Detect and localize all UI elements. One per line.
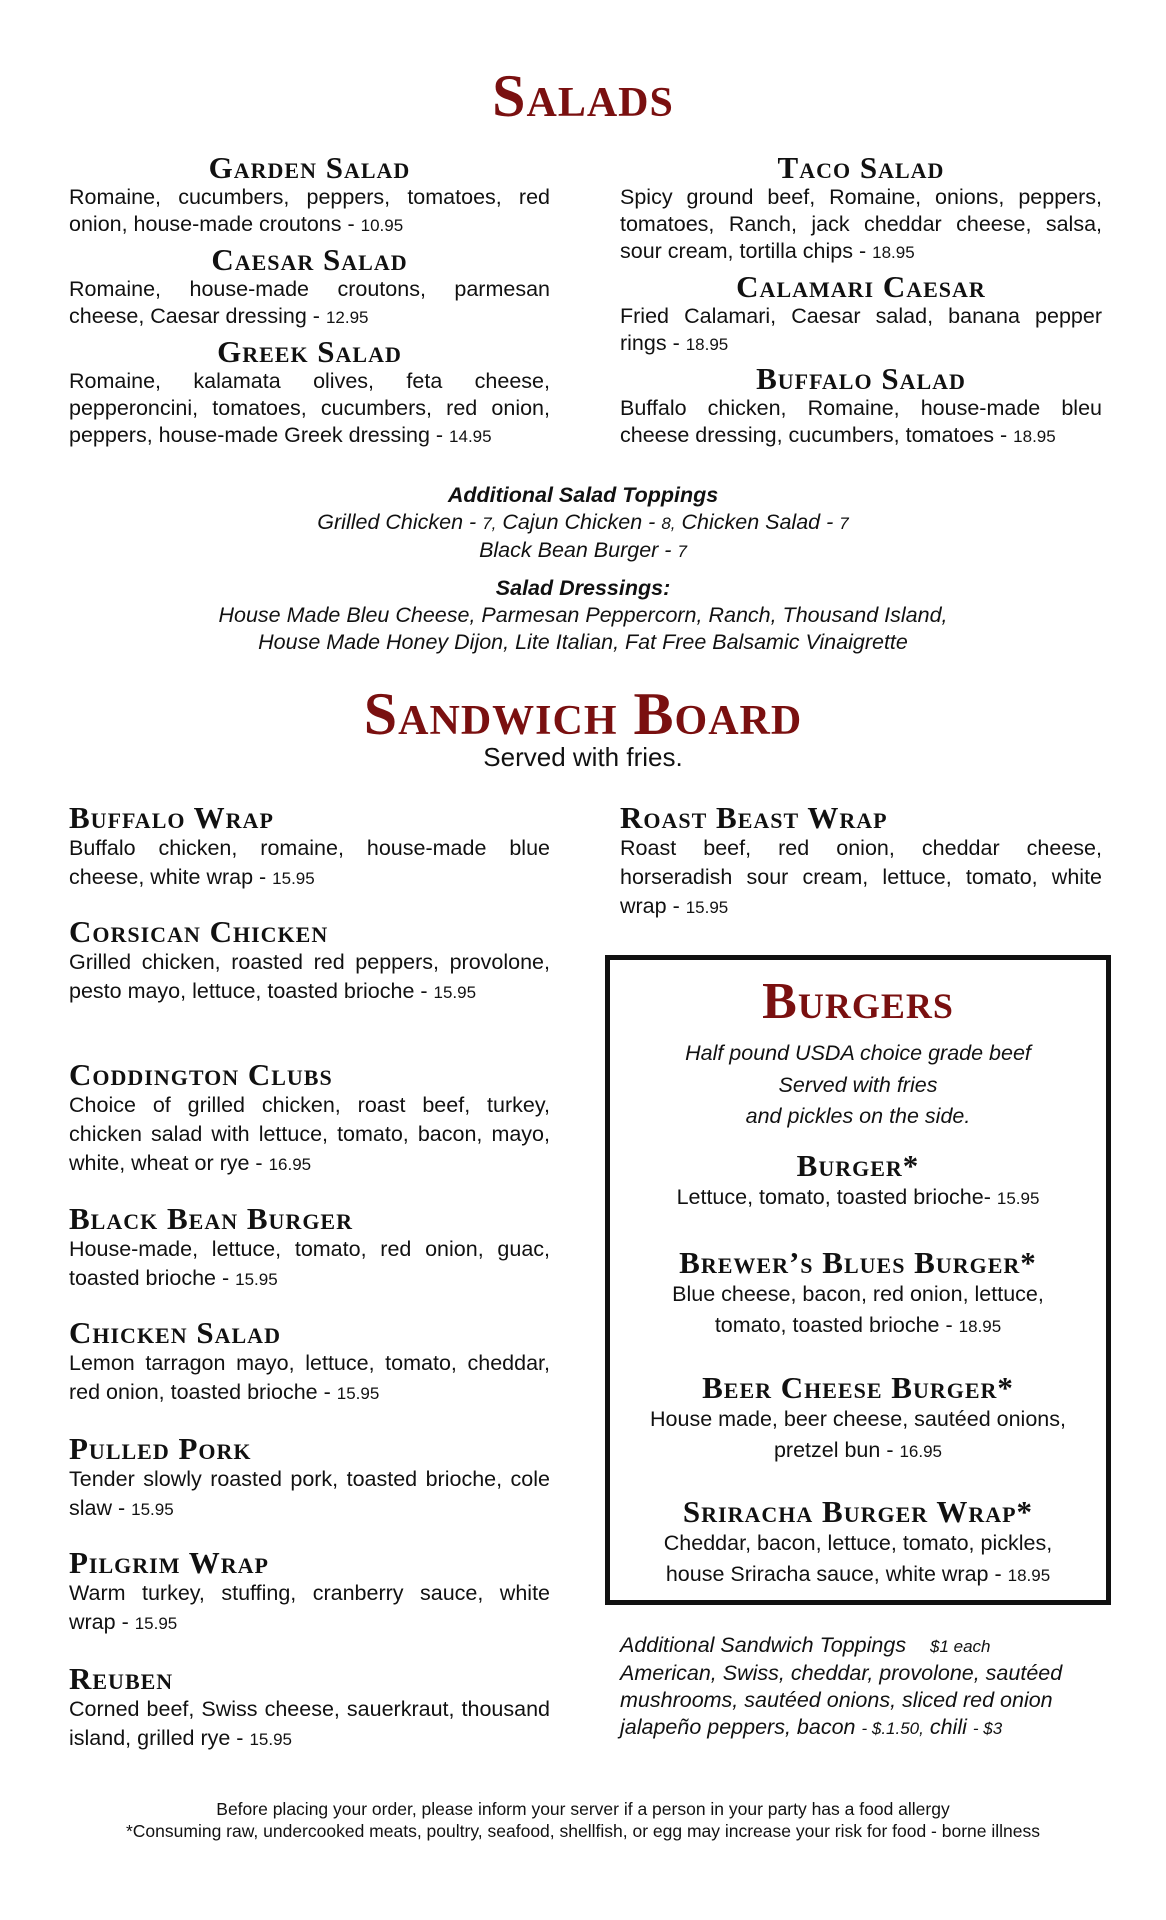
burgers-title: Burgers [762, 973, 954, 1030]
item-price: 18.95 [1013, 427, 1056, 446]
item-description: Cheddar, bacon, lettuce, tomato, pickles, [663, 1531, 1053, 1555]
item-description: House-made, lettuce, tomato, red onion, guac, toasted brioche - 15.95 [69, 1237, 550, 1290]
salad-dressings-line: House Made Bleu Cheese, Parmesan Peppercorn, Ranch, Thousand Island, [218, 603, 948, 627]
item-description: Roast beef, red onion, cheddar cheese, horseradish sour cream, lettuce, tomato, white wrap - 15.95 [620, 836, 1102, 918]
item-name: Brewer’s Blues Burger* [679, 1245, 1037, 1280]
salad-toppings-title: Additional Salad Toppings [447, 483, 719, 507]
salads-left-column [69, 152, 550, 450]
menu-item-roast-beast-wrap [620, 802, 1102, 922]
item-description: House made, beer cheese, sautéed onions, [650, 1407, 1066, 1431]
item-name: Sriracha Burger Wrap* [682, 1494, 1034, 1529]
item-price: 15.95 [134, 1614, 178, 1633]
item-name: Beer Cheese Burger* [702, 1370, 1014, 1405]
item-price: 14.95 [449, 427, 492, 446]
item-name: Caesar Salad [211, 242, 408, 277]
item-name: Taco Salad [777, 150, 945, 185]
item-description: Grilled chicken, roasted red peppers, provolone, pesto mayo, lettuce, toasted brioche - 15.95 [69, 950, 550, 1003]
item-description: house Sriracha sauce, white wrap - 18.95 [665, 1562, 1051, 1586]
item-name: Chicken Salad [69, 1315, 281, 1350]
item-name: Corsican Chicken [69, 914, 329, 949]
item-price: 18.95 [958, 1317, 1002, 1336]
item-description: Tender slowly roasted pork, toasted brioche, cole slaw - 15.95 [69, 1467, 550, 1520]
item-price: 15.95 [235, 1270, 278, 1289]
salad-dressings [0, 575, 1166, 656]
item-price: 15.95 [685, 898, 729, 917]
item-name: Calamari Caesar [736, 269, 986, 304]
item-price: 16.95 [268, 1155, 312, 1174]
item-price: 15.95 [131, 1500, 174, 1519]
item-description: Buffalo chicken, Romaine, house-made bleu cheese dressing, cucumbers, tomatoes - 18.95 [620, 396, 1102, 447]
salad-toppings-line: Black Bean Burger - 7 [479, 538, 687, 562]
item-name: Buffalo Wrap [69, 800, 274, 835]
burger-item-burger [610, 1150, 1106, 1214]
sandwich-toppings-line: mushrooms, sautéed onions, sliced red onion [620, 1688, 1053, 1712]
item-description: tomato, toasted brioche - 18.95 [714, 1313, 1002, 1337]
salad-toppings-line: Grilled Chicken - 7, Cajun Chicken - 8, Chicken Salad - 7 [317, 510, 849, 534]
sandwich-toppings-line: American, Swiss, cheddar, provolone, sautéed [620, 1661, 1063, 1685]
item-price: 15.95 [272, 869, 315, 888]
item-description: Romaine, kalamata olives, feta cheese, pepperoncini, tomatoes, cucumbers, red onion, peppers, house-made Greek dressing - 14.95 [69, 369, 550, 447]
menu-item-reuben [69, 1663, 550, 1754]
item-description: Spicy ground beef, Romaine, onions, peppers, tomatoes, Ranch, jack cheddar cheese, salsa, sour cream, tortilla chips - 18.95 [620, 185, 1102, 263]
sandwich-toppings-title: Additional Sandwich Toppings $1 each [620, 1633, 991, 1657]
item-name: Pilgrim Wrap [69, 1545, 269, 1580]
sandwich-board-subtitle: Served with fries. [483, 742, 683, 772]
menu-item-calamari-caesar [620, 271, 1102, 358]
item-name: Pulled Pork [69, 1431, 252, 1466]
menu-item-buffalo-wrap [69, 802, 550, 916]
menu-item-taco-salad [620, 152, 1102, 266]
item-name: Buffalo Salad [756, 361, 966, 396]
item-name: Garden Salad [208, 150, 411, 185]
item-description: Lettuce, tomato, toasted brioche- 15.95 [676, 1185, 1040, 1209]
footer-allergy-note: Before placing your order, please inform your server if a person in your party has a food allergy [216, 1799, 950, 1819]
menu-item-chicken-salad [69, 1317, 550, 1433]
menu-item-buffalo-salad [620, 363, 1102, 450]
sandwich-left-column [69, 802, 550, 1754]
menu-item-pilgrim-wrap [69, 1547, 550, 1663]
item-description: Buffalo chicken, romaine, house-made blue cheese, white wrap - 15.95 [69, 836, 550, 889]
burger-item-sriracha-wrap [610, 1496, 1106, 1591]
item-description: Romaine, house-made croutons, parmesan cheese, Caesar dressing - 12.95 [69, 277, 550, 328]
item-description: pretzel bun - 16.95 [773, 1438, 943, 1462]
item-price: 15.95 [433, 983, 477, 1002]
item-name: Roast Beast Wrap [620, 800, 888, 835]
item-price: 15.95 [336, 1384, 380, 1403]
menu-item-greek-salad [69, 336, 550, 450]
footer-consumption-warning: *Consuming raw, undercooked meats, poultry, seafood, shellfish, or egg may increase your risk for food - borne illness [125, 1821, 1041, 1841]
item-description: Corned beef, Swiss cheese, sauerkraut, thousand island, grilled rye - 15.95 [69, 1697, 550, 1750]
item-name: Burger* [796, 1148, 920, 1183]
item-price: 16.95 [899, 1442, 943, 1461]
salad-dressings-title: Salad Dressings: [495, 576, 671, 600]
menu-item-caesar-salad [69, 244, 550, 331]
item-description: Romaine, cucumbers, peppers, tomatoes, red onion, house-made croutons - 10.95 [69, 185, 550, 236]
menu-item-garden-salad [69, 152, 550, 239]
item-description: Warm turkey, stuffing, cranberry sauce, white wrap - 15.95 [69, 1581, 550, 1634]
burgers-box [605, 955, 1111, 1605]
item-price: 18.95 [1007, 1566, 1051, 1585]
item-price: 18.95 [872, 243, 915, 262]
item-price: 10.95 [360, 216, 404, 235]
sandwich-board-title: Sandwich Board [363, 681, 803, 747]
salads-right-column [620, 152, 1102, 450]
item-description: Choice of grilled chicken, roast beef, turkey, chicken salad with lettuce, tomato, bacon, mayo, white, wheat or rye - 16.95 [69, 1093, 550, 1175]
sandwich-toppings [620, 1632, 1120, 1742]
item-description: Fried Calamari, Caesar salad, banana pepper rings - 18.95 [620, 304, 1102, 355]
item-price: 18.95 [685, 335, 729, 354]
item-price: 12.95 [325, 308, 369, 327]
item-name: Greek Salad [217, 334, 402, 369]
item-description: Blue cheese, bacon, red onion, lettuce, [672, 1282, 1044, 1306]
burger-item-beer-cheese [610, 1372, 1106, 1467]
salad-toppings [0, 482, 1166, 565]
burger-item-brewers-blues [610, 1247, 1106, 1342]
menu-item-coddington-clubs [69, 1059, 550, 1203]
salad-dressings-line: House Made Honey Dijon, Lite Italian, Fat Free Balsamic Vinaigrette [258, 630, 908, 654]
item-name: Reuben [69, 1661, 174, 1696]
burgers-intro: Half pound USDA choice grade beef Served with fries and pickles on the side. [685, 1041, 1031, 1128]
item-price: 15.95 [249, 1730, 292, 1749]
item-name: Coddington Clubs [69, 1057, 333, 1092]
menu-item-corsican-chicken [69, 916, 550, 1059]
item-name: Black Bean Burger [69, 1201, 353, 1236]
item-price: 15.95 [996, 1189, 1040, 1208]
menu-item-black-bean-burger [69, 1203, 550, 1317]
salads-title: Salads [492, 63, 674, 129]
menu-item-pulled-pork [69, 1433, 550, 1547]
item-description: Lemon tarragon mayo, lettuce, tomato, cheddar, red onion, toasted brioche - 15.95 [69, 1351, 550, 1404]
footer [0, 1798, 1166, 1842]
sandwich-toppings-line: jalapeño peppers, bacon - $.1.50, chili - $3 [620, 1715, 1003, 1739]
